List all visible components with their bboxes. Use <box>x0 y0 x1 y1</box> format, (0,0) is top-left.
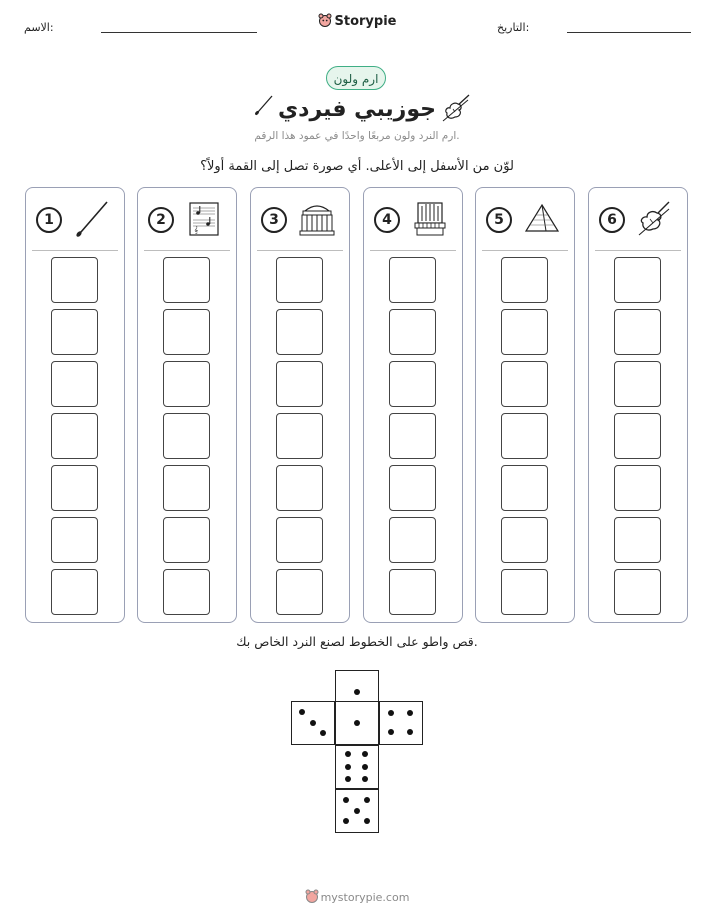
column-4 <box>363 187 463 623</box>
color-square[interactable] <box>501 257 548 303</box>
column-2 <box>137 187 237 623</box>
color-square[interactable] <box>51 465 98 511</box>
color-square[interactable] <box>51 413 98 459</box>
column-divider <box>144 250 230 251</box>
color-square[interactable] <box>163 569 210 615</box>
dice-pip <box>362 764 368 770</box>
color-square[interactable] <box>389 465 436 511</box>
color-square[interactable] <box>276 517 323 563</box>
dice-pip <box>299 709 305 715</box>
column-header <box>364 188 462 250</box>
svg-text:𝄞: 𝄞 <box>194 226 199 234</box>
column-number: 5 <box>486 207 512 233</box>
footer <box>0 889 714 904</box>
color-square[interactable] <box>614 361 661 407</box>
column-divider <box>370 250 456 251</box>
column-number: 6 <box>599 207 625 233</box>
color-square[interactable] <box>51 257 98 303</box>
column-6 <box>588 187 688 623</box>
color-square[interactable] <box>614 465 661 511</box>
color-square[interactable] <box>614 309 661 355</box>
dice-pip <box>354 720 360 726</box>
dice-pip <box>364 818 370 824</box>
column-number: 1 <box>36 207 62 233</box>
color-square[interactable] <box>389 569 436 615</box>
dice-pip <box>345 764 351 770</box>
column-1 <box>25 187 125 623</box>
dice-pip <box>354 808 360 814</box>
column-divider <box>595 250 681 251</box>
dice-pip <box>345 776 351 782</box>
dice-pip <box>343 818 349 824</box>
column-number: 4 <box>374 207 400 233</box>
color-square[interactable] <box>51 517 98 563</box>
color-square[interactable] <box>163 465 210 511</box>
opera-house-icon <box>297 199 337 239</box>
color-square[interactable] <box>501 413 548 459</box>
column-header <box>589 188 687 250</box>
violin-icon <box>635 199 675 239</box>
column-divider <box>482 250 568 251</box>
dice-pip <box>310 720 316 726</box>
name-line[interactable] <box>101 32 257 33</box>
color-square[interactable] <box>163 309 210 355</box>
color-square[interactable] <box>614 257 661 303</box>
dice-pip <box>343 797 349 803</box>
color-square[interactable] <box>501 465 548 511</box>
color-square[interactable] <box>614 569 661 615</box>
color-square[interactable] <box>276 569 323 615</box>
color-square[interactable] <box>51 309 98 355</box>
color-square[interactable] <box>501 361 548 407</box>
color-square[interactable] <box>51 361 98 407</box>
organ-icon <box>410 199 450 239</box>
dice-pip <box>388 729 394 735</box>
dice-face-1 <box>335 701 379 745</box>
page-title: جوزيبي فيردي <box>278 97 436 122</box>
column-header <box>251 188 349 250</box>
storypie-mascot-icon <box>305 889 319 903</box>
color-square[interactable] <box>163 257 210 303</box>
footer-url[interactable]: mystorypie.com <box>320 891 410 904</box>
color-square[interactable] <box>276 413 323 459</box>
dice-pip <box>354 689 360 695</box>
color-square[interactable] <box>389 361 436 407</box>
column-5 <box>475 187 575 623</box>
color-square[interactable] <box>501 309 548 355</box>
sheet-music-icon <box>184 199 224 239</box>
column-divider <box>257 250 343 251</box>
color-square[interactable] <box>163 413 210 459</box>
column-header <box>476 188 574 250</box>
column-header <box>138 188 236 250</box>
dice-pip <box>407 710 413 716</box>
column-number: 3 <box>261 207 287 233</box>
column-divider <box>32 250 118 251</box>
color-square[interactable] <box>389 257 436 303</box>
color-square[interactable] <box>389 413 436 459</box>
column-header <box>26 188 124 250</box>
dice-pip <box>362 751 368 757</box>
activity-badge: ارم ولون <box>326 66 386 90</box>
instruction: لوّن من الأسفل إلى الأعلى. أي صورة تصل إلى القمة أولاً؟ <box>200 159 514 174</box>
baton-icon <box>72 199 112 239</box>
color-square[interactable] <box>614 517 661 563</box>
color-square[interactable] <box>51 569 98 615</box>
color-square[interactable] <box>389 309 436 355</box>
dice-face-5 <box>335 789 379 833</box>
color-square[interactable] <box>276 309 323 355</box>
color-square[interactable] <box>614 413 661 459</box>
violin-icon <box>440 93 472 123</box>
color-square[interactable] <box>389 517 436 563</box>
color-square[interactable] <box>501 569 548 615</box>
cut-instruction: قص واطو على الخطوط لصنع النرد الخاص بك. <box>236 634 478 649</box>
color-square[interactable] <box>163 517 210 563</box>
dice-pip <box>388 710 394 716</box>
storypie-mascot-icon <box>318 13 332 27</box>
dice-pip <box>364 797 370 803</box>
column-number: 2 <box>148 207 174 233</box>
dice-pip <box>320 730 326 736</box>
name-label: الاسم: <box>24 21 54 34</box>
color-square[interactable] <box>501 517 548 563</box>
color-square[interactable] <box>276 361 323 407</box>
date-line[interactable] <box>567 32 691 33</box>
brand-name: Storypie <box>334 14 397 29</box>
dice-pip <box>362 776 368 782</box>
dice-face-6 <box>335 745 379 789</box>
column-3 <box>250 187 350 623</box>
color-square[interactable] <box>163 361 210 407</box>
pyramid-icon <box>522 199 562 239</box>
date-label: التاريخ: <box>497 21 530 34</box>
color-square[interactable] <box>276 257 323 303</box>
dice-pip <box>407 729 413 735</box>
dice-face-3 <box>291 701 335 745</box>
subtitle: ارم النرد ولون مربعًا واحدًا في عمود هذا الرقم. <box>254 130 460 142</box>
color-square[interactable] <box>276 465 323 511</box>
brand-logo <box>0 13 714 29</box>
dice-face-4 <box>379 701 423 745</box>
dice-pip <box>345 751 351 757</box>
